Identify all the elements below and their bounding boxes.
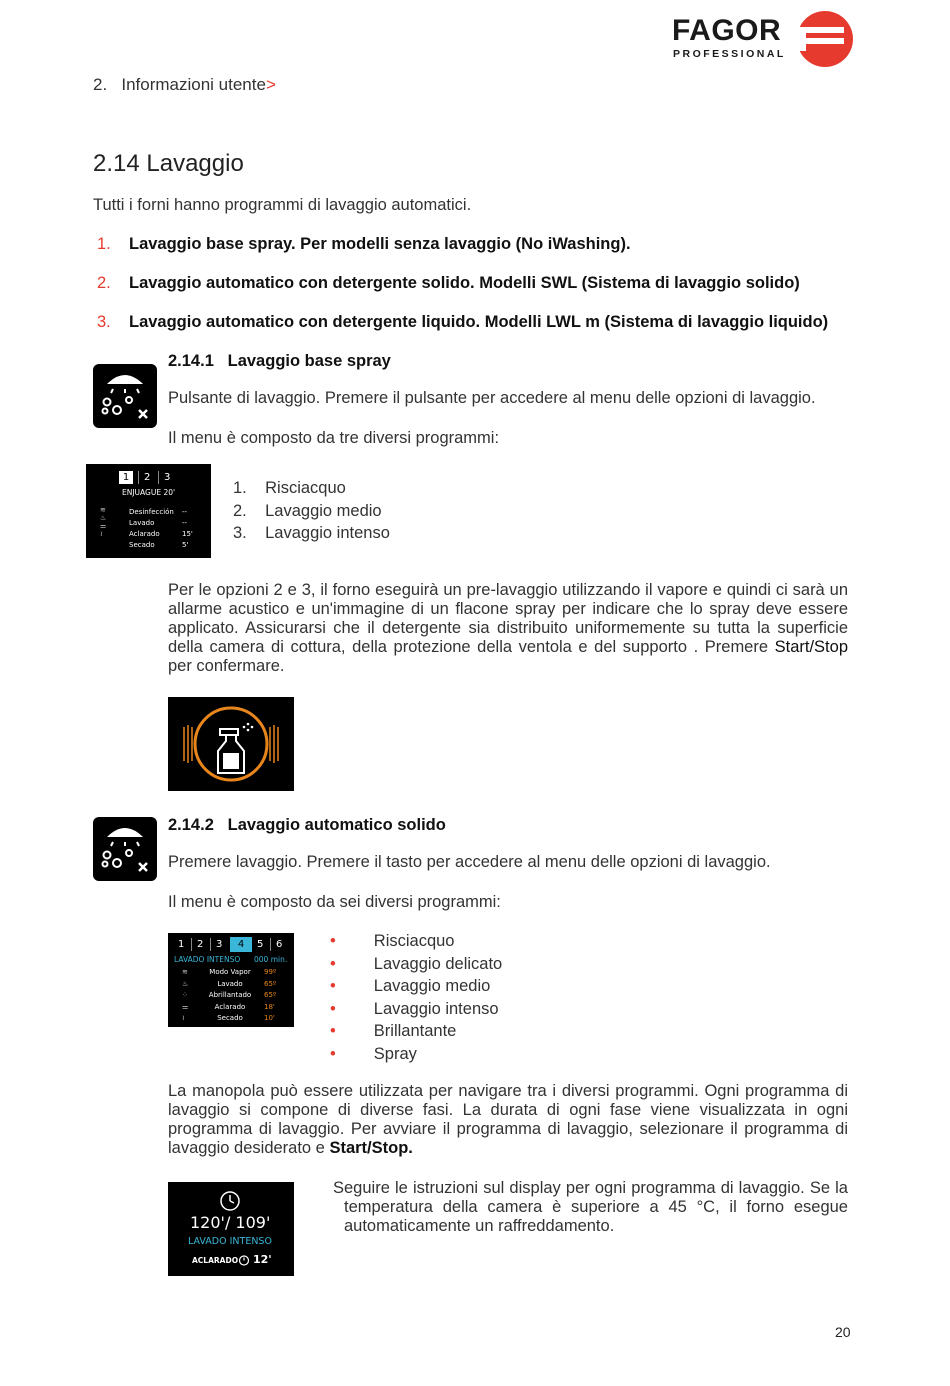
list-text: Lavaggio base spray. Per modelli senza lavaggio (No iWashing). — [129, 235, 631, 253]
list-item: • Lavaggio delicato — [330, 954, 503, 973]
subsection-title-spray: 2.14.1 Lavaggio base spray — [168, 352, 391, 370]
sub2-paragraph-1: Premere lavaggio. Premere il tasto per accedere al menu delle opzioni di lavaggio. — [168, 853, 771, 871]
breadcrumb-text: Informazioni utente — [121, 75, 266, 94]
section-title: 2.14 Lavaggio — [93, 150, 244, 177]
screen-tab-4-selected: 4 — [230, 937, 252, 952]
screen-program-title: LAVADO INTENSO — [174, 955, 241, 964]
screen-tab-5: 5 — [257, 939, 264, 950]
screen-tab-6: 6 — [276, 939, 283, 950]
list-item — [97, 274, 897, 313]
list-item: • Lavaggio medio — [330, 977, 491, 995]
list-item: 1. Risciacquo — [233, 479, 346, 497]
sub2-paragraph-2: Il menu è composto da sei diversi programmi: — [168, 893, 501, 911]
list-item: • Spray — [330, 1044, 417, 1063]
list-text: Lavaggio automatico con detergente liquido. Modelli LWL m (Sistema di lavaggio liquido) — [129, 313, 829, 331]
clock-icon — [219, 1190, 241, 1212]
shower-wash-icon — [93, 817, 157, 881]
list-item — [97, 313, 897, 352]
screen-phase-label: ACLARADO — [192, 1256, 239, 1265]
shower-wash-icon — [93, 364, 157, 428]
screen-tab-3: 3 — [216, 939, 223, 950]
wash-progress-screen — [168, 1182, 294, 1276]
list-text: Lavaggio automatico con detergente solido. Modelli SWL (Sistema di lavaggio solido) — [129, 274, 800, 292]
sub1-programs-list — [233, 477, 390, 545]
list-number: 3. — [97, 313, 111, 331]
screen-row: Modo Vapor Lavado Abrillantado Aclarado Secado — [208, 968, 252, 1022]
subsection-title-solid: 2.14.2 Lavaggio automatico solido — [168, 816, 446, 834]
screen-tab-1: 1 — [119, 471, 133, 484]
breadcrumb-number: 2. — [93, 75, 108, 94]
screen-row-values: -- -- 15' 5' — [182, 508, 193, 549]
list-item: • Brillantante — [330, 1022, 457, 1040]
screen-time: 120'/ 109' — [190, 1213, 271, 1232]
screen-tab-2: 2 — [197, 939, 204, 950]
screen-program-title: ENJUAGUE 20' — [122, 488, 176, 497]
logo-sub: PROFESSIONAL — [673, 48, 786, 60]
list-item: • Lavaggio intenso — [330, 999, 499, 1018]
screen-program-label: LAVADO INTENSO — [188, 1236, 272, 1247]
breadcrumb-arrow: > — [265, 75, 276, 94]
section-intro: Tutti i forni hanno programmi di lavaggio automatici. — [93, 196, 472, 214]
wash-program-menu-screen — [168, 933, 294, 1027]
list-item: 2. Lavaggio medio — [233, 501, 382, 520]
screen-tab-3: 3 — [164, 472, 171, 483]
list-number: 2. — [97, 274, 111, 292]
wash-button-icon-2 — [93, 817, 157, 881]
screen-tab-2: 2 — [144, 472, 151, 483]
fagor-logo-mark-icon — [792, 10, 856, 68]
screen-row-icons: ≋ ♨ ⁘ ⚌ ≀ — [182, 968, 189, 1022]
list-item: • Risciacquo — [330, 932, 455, 950]
sub1-paragraph-3: Per le opzioni 2 e 3, il forno eseguirà un pre-lavaggio utilizzando il vapore e quindi ci sarà un allarme acustico e un'immagine di un flacone spray per indicare che lo spray deve essere applicato. Assicurarsi che il detergente sia distribuito uniformemente su tutta la superficie della camera di cottura, della protezione della ventola e del supporto . Premere Start/Stop per confermare. — [168, 581, 848, 675]
logo-name: FAGOR — [672, 14, 782, 47]
washing-types-list — [97, 235, 897, 352]
screen-program-time: 000 min. — [254, 955, 288, 964]
spray-bottle-icon — [168, 697, 294, 791]
screen-phase-time: 12' — [253, 1253, 272, 1266]
timer-icon — [238, 1254, 250, 1266]
screen-row-values: 99º 65º 65º 18' 10' — [264, 968, 277, 1022]
sub2-programs-list — [330, 930, 502, 1065]
sub1-paragraph-1: Pulsante di lavaggio. Premere il pulsante per accedere al menu delle opzioni di lavaggio. — [168, 389, 816, 407]
sub1-paragraph-2: Il menu è composto da tre diversi programmi: — [168, 429, 500, 447]
screen-row: Desinfección Lavado Aclarado Secado — [129, 508, 174, 549]
screen-tab-1: 1 — [178, 939, 185, 950]
rinse-menu-screen — [86, 464, 211, 558]
sub2-paragraph-4: Seguire le istruzioni sul display per ogni programma di lavaggio. Se la temperatura della camera è superiore a 45 °C, il forno esegue automaticamente un raffreddamento. — [333, 1179, 848, 1235]
list-item: 3. Lavaggio intenso — [233, 524, 390, 542]
sub2-paragraph-3: La manopola può essere utilizzata per navigare tra i diversi programmi. Ogni programma di lavaggio si compone di diverse fasi. La durata di ogni fase viene visualizzata in ogni programma di lavaggio. Per avviare il programma di lavaggio, selezionare il programma di lavaggio desiderato e Start/Stop. — [168, 1082, 848, 1157]
page-number: 20 — [835, 1324, 851, 1340]
wash-button-icon — [93, 364, 157, 428]
list-item — [97, 235, 897, 274]
screen-row-icons: ≋ ♨ ⚌ ≀ — [100, 506, 107, 538]
spray-bottle-screen — [168, 697, 294, 791]
list-number: 1. — [97, 235, 111, 253]
fagor-logo — [670, 10, 860, 70]
breadcrumb — [93, 75, 276, 94]
